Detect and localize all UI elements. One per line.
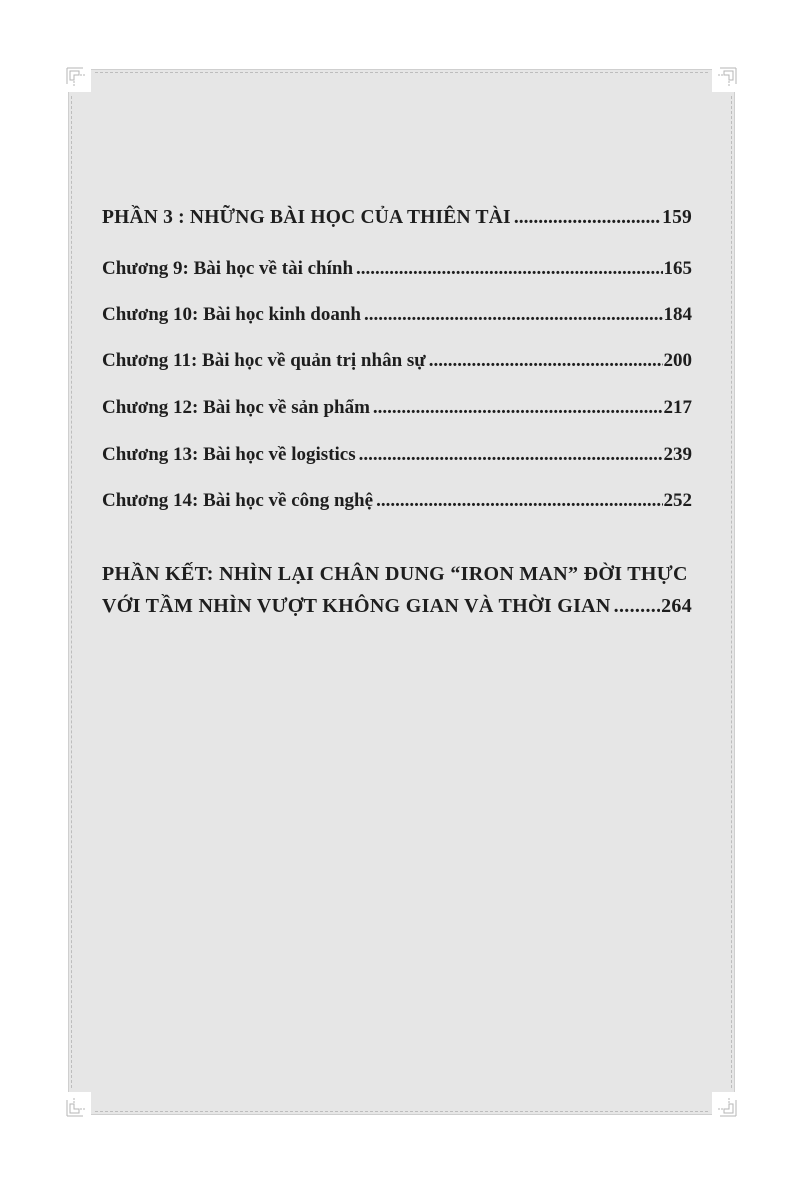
toc-page-number: 165: [663, 258, 692, 279]
toc-page-number: 239: [663, 444, 692, 465]
toc-entry-label: Chương 10: Bài học kinh doanh: [102, 304, 361, 325]
toc-entry-label: Chương 14: Bài học về công nghệ: [102, 490, 374, 511]
toc-entry-label: Chương 12: Bài học về sản phẩm: [102, 397, 370, 418]
toc-leader-dots: [373, 397, 663, 419]
toc-page-number: 159: [662, 207, 692, 228]
toc-entry-part-3: [102, 207, 692, 229]
toc-page-number: 200: [663, 350, 692, 371]
toc-leader-dots: [429, 350, 663, 372]
corner-ornament-icon: [712, 1092, 738, 1118]
frame-border-right: [731, 96, 732, 1088]
toc-leader-dots: [376, 490, 662, 512]
toc-page-number: 184: [663, 304, 692, 325]
toc-entry-chapter-13: [102, 444, 692, 466]
frame-border-left: [71, 96, 72, 1088]
corner-ornament-icon: [65, 1092, 91, 1118]
toc-entry-label: VỚI TẦM NHÌN VƯỢT KHÔNG GIAN VÀ THỜI GIAN: [102, 595, 611, 617]
toc-entry-label: PHẦN 3 : NHỮNG BÀI HỌC CỦA THIÊN TÀI: [102, 207, 511, 228]
toc-entry-chapter-11: [102, 350, 692, 372]
toc-entry-chapter-10: [102, 304, 692, 326]
toc-entry-label: Chương 13: Bài học về logistics: [102, 444, 356, 465]
final-part-title-line-1: PHẦN KẾT: NHÌN LẠI CHÂN DUNG “IRON MAN” ĐỜI THỰC: [102, 563, 688, 585]
toc-page-number: 217: [663, 397, 692, 418]
toc-page-number: 264: [661, 595, 692, 617]
toc-entry-label: Chương 9: Bài học về tài chính: [102, 258, 354, 279]
toc-entry-chapter-9: [102, 258, 692, 280]
toc-entry-chapter-12: [102, 397, 692, 419]
toc-leader-dots: [514, 207, 661, 229]
toc-page-number: 252: [663, 490, 692, 511]
toc-leader-dots: [356, 258, 662, 280]
toc-entry-final-part: [102, 558, 692, 622]
corner-ornament-icon: [65, 66, 91, 92]
toc-leader-dots: [364, 304, 663, 326]
corner-ornament-icon: [712, 66, 738, 92]
toc-entry-chapter-14: [102, 490, 692, 512]
toc-leader-dots: [359, 444, 663, 466]
final-part-title-line-2: [102, 590, 692, 622]
frame-border-top: [95, 72, 708, 73]
frame-border-bottom: [95, 1111, 708, 1112]
toc-leader-dots: [614, 590, 660, 622]
toc-entry-label: Chương 11: Bài học về quản trị nhân sự: [102, 350, 426, 371]
